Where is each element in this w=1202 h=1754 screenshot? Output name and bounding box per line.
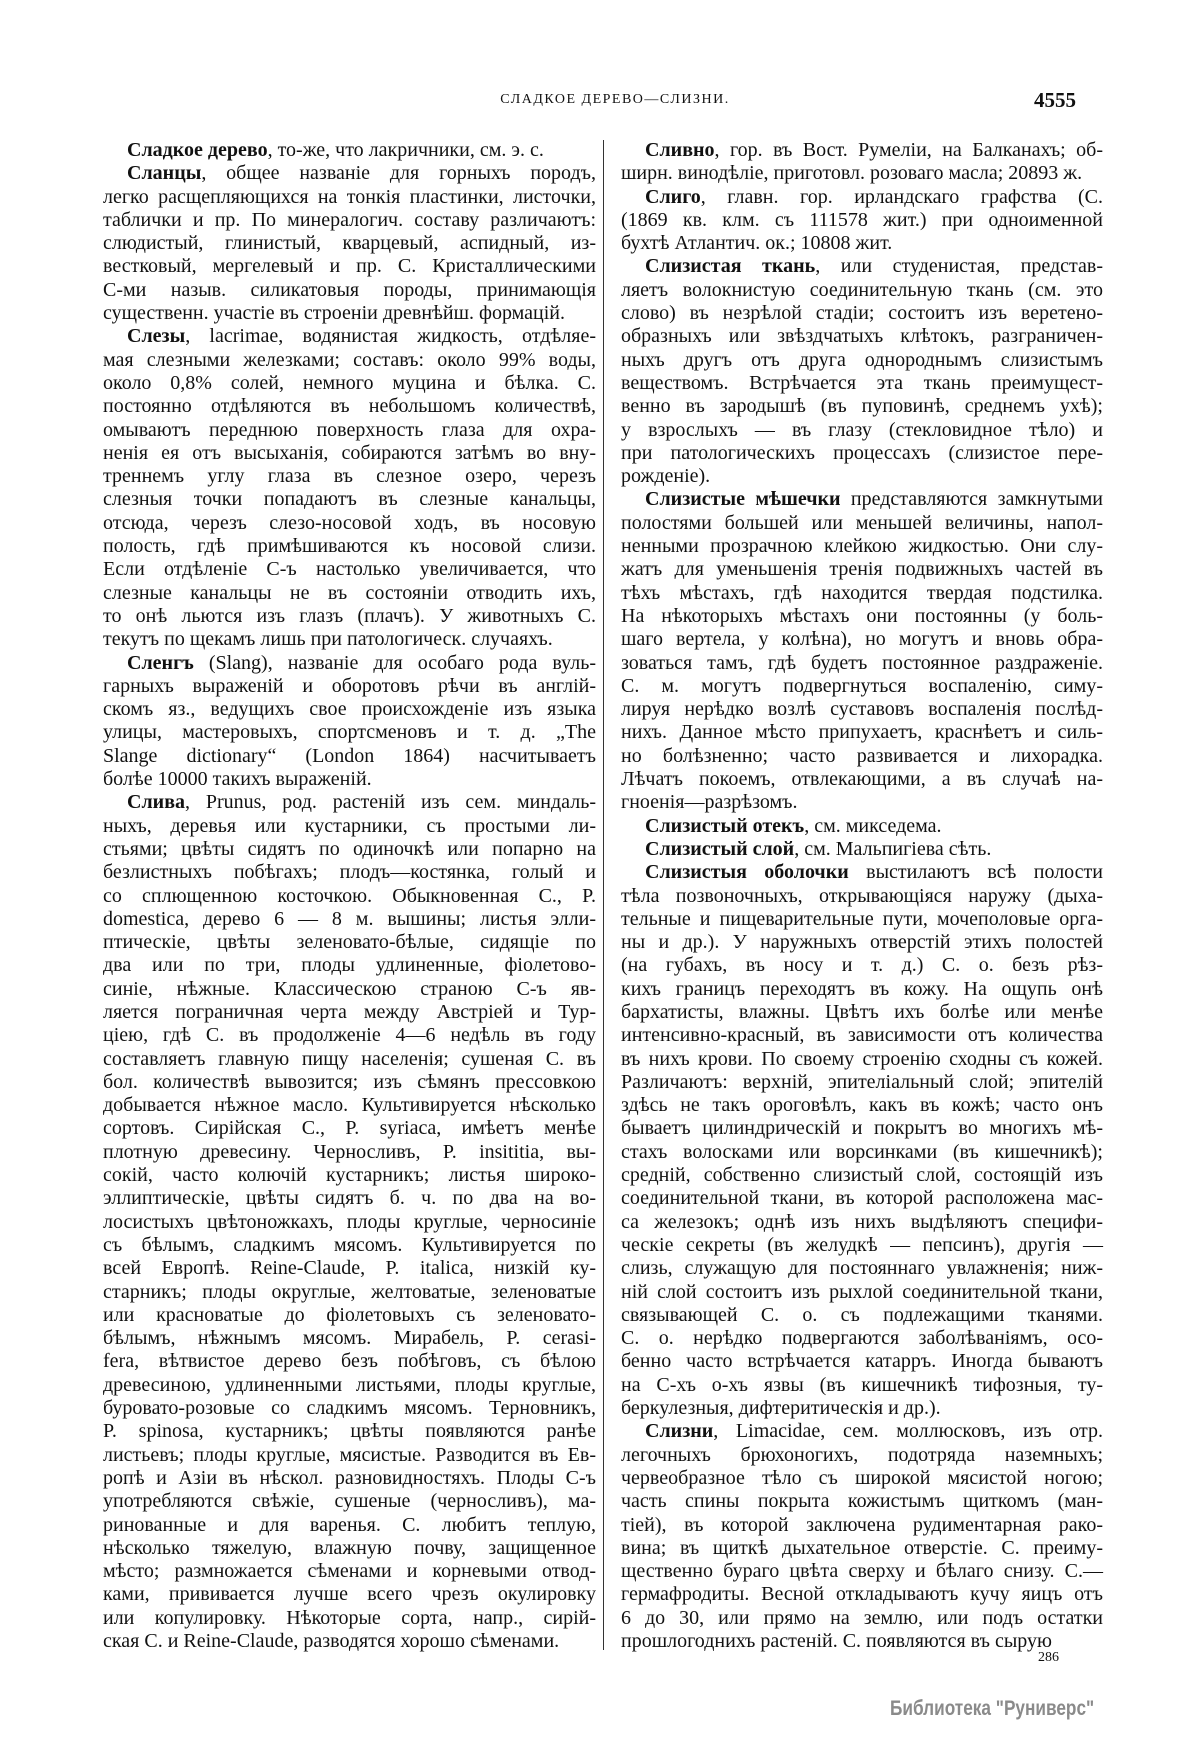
text-line	[621, 1374, 1103, 1397]
entry-text: текутъ по щекамъ лишь при патологическ. случаяхъ.	[103, 628, 553, 651]
text-line	[621, 1048, 1103, 1071]
entry-text: или красноватые до фіолетовыхъ съ зеленовато-	[103, 1303, 596, 1326]
entry-text: ляетъ волокнистую соединительную ткань (см. это	[621, 278, 1103, 301]
entry-text: , то-же, что лакричники, см. э. с.	[267, 139, 544, 161]
text-line	[103, 1187, 596, 1210]
text-line	[621, 1117, 1103, 1140]
text-line	[621, 1327, 1103, 1350]
dictionary-entry	[621, 815, 1103, 838]
text-line	[103, 1560, 596, 1583]
text-line	[621, 535, 1103, 558]
text-line	[621, 1164, 1103, 1187]
text-line	[621, 908, 1103, 931]
text-line	[103, 1327, 596, 1350]
entry-text: листьевъ; плоды круглые, мясистые. Разводится въ Ев-	[103, 1443, 596, 1466]
entry-headword: Сливно	[645, 139, 715, 161]
entry-text: таблички и пр. По минералогич. составу различаютъ:	[103, 208, 596, 231]
text-line	[103, 791, 596, 814]
right-column	[621, 139, 1103, 1653]
entry-text: венно въ зародышѣ (въ пуповинѣ, среднемъ ухѣ);	[621, 395, 1103, 418]
text-line	[103, 232, 596, 255]
entry-text: шаго вертела, у колѣна), но могутъ и вновь обра-	[621, 628, 1103, 651]
text-line	[103, 1583, 596, 1606]
dictionary-entry	[621, 1420, 1103, 1653]
entry-text: слезныя точки попадаютъ въ слезные канальцы,	[103, 488, 596, 511]
dictionary-entry	[103, 162, 596, 325]
dictionary-entry	[621, 488, 1103, 814]
library-watermark: Библиотека "Руниверс"	[890, 1697, 1095, 1720]
text-line	[621, 1350, 1103, 1373]
entry-text: мѣсто; размножается сѣменами и корневыми отвод-	[103, 1560, 596, 1583]
entry-text: но болѣзненно; часто развивается и лихорадка.	[621, 744, 1103, 767]
entry-text: ціею, гдѣ С. въ продолженіе 4—6 недѣль въ году	[103, 1024, 596, 1047]
text-line	[103, 255, 596, 278]
entry-text: сокій, часто колючій кустарникъ; листья широко-	[103, 1164, 596, 1187]
entry-text: мая слезными железками; составъ: около 99% воды,	[103, 348, 596, 371]
entry-text: древесиною, удлиненными листьями, плоды круглые,	[103, 1373, 596, 1396]
entry-text: употребляются свѣжіе, сушеные (черносливъ), ма-	[103, 1490, 596, 1513]
entry-text: Slange dictionary“ (London 1864) насчитываетъ	[103, 744, 596, 767]
text-line	[103, 582, 596, 605]
entry-text: со сплющенною косточкою. Обыкновенная С., P.	[103, 884, 596, 907]
text-line	[621, 652, 1103, 675]
text-line	[621, 162, 1103, 185]
text-line	[103, 1141, 596, 1164]
text-line	[103, 954, 596, 977]
entry-text: на С-хъ о-хъ язвы (въ кишечникѣ тифозныя, ту-	[621, 1373, 1103, 1396]
entry-text: С-ми назыв. силикатовыя породы, принимающія	[103, 278, 596, 301]
text-line	[621, 1024, 1103, 1047]
entry-text: нихъ. Данное мѣсто припухаетъ, краснѣетъ и силь-	[621, 721, 1103, 744]
text-line	[103, 931, 596, 954]
text-line	[103, 139, 596, 162]
entry-text: С. м. могутъ подвергнуться воспаленію, симу-	[621, 674, 1103, 697]
text-line	[621, 1234, 1103, 1257]
entry-text: зоваться тамъ, гдѣ будетъ постоянное раздраженіе.	[621, 651, 1103, 674]
text-line	[621, 1420, 1103, 1443]
entry-text: щественно бураго цвѣта сверху и бѣлаго снизу. С.—	[621, 1560, 1103, 1583]
entry-headword: Сланцы	[127, 162, 202, 185]
printer-signature: 286	[1038, 1650, 1059, 1665]
entry-text: гноенія—разрѣзомъ.	[621, 791, 798, 814]
text-line	[621, 582, 1103, 605]
entry-text: слово) въ незрѣлой стадіи; состоитъ изъ веретено-	[621, 302, 1103, 325]
entry-text: стахъ волосками или ворсинками (въ кишечникѣ);	[621, 1140, 1103, 1163]
dictionary-entry	[103, 139, 596, 162]
text-line	[103, 1397, 596, 1420]
dictionary-entry	[621, 861, 1103, 1420]
text-line	[103, 186, 596, 209]
text-line	[103, 488, 596, 511]
entry-text: , Limacidae, сем. моллюсковъ, изъ отр.	[713, 1420, 1103, 1443]
entry-text: , или студенистая, представ-	[815, 255, 1103, 278]
entry-text: (1869 кв. клм. съ 111578 жит.) при одноименной	[621, 208, 1103, 231]
entry-text: ская С. и Reine-Claude, разводятся хорошо сѣменами.	[103, 1630, 560, 1652]
entry-text: 6 до 30, или прямо на землю, или подъ остатки	[621, 1606, 1103, 1629]
entry-text: стьями; цвѣты сидятъ по одиночкѣ или попарно на	[103, 837, 596, 860]
entry-text: беркулезныя, дифтеритическія и др.).	[621, 1397, 941, 1420]
entry-text: тельные и пищеварительные пути, мочеполовые орга-	[621, 907, 1103, 930]
entry-text: полостями большей или меньшей величины, напол-	[621, 511, 1103, 534]
text-line	[103, 1514, 596, 1537]
entry-text: , общее названіе для горныхъ породъ,	[201, 162, 596, 185]
entry-text: тіей), въ которой заключена рудиментарная рако-	[621, 1513, 1103, 1536]
entry-text: легочныхъ брюхоногихъ, подотряда наземныхъ;	[621, 1443, 1103, 1466]
entry-text: буровато-розовые со сладкимъ мясомъ. Терновникъ,	[103, 1397, 596, 1420]
text-line	[103, 1607, 596, 1630]
entry-headword: Слива	[127, 791, 185, 814]
entry-text: Если отдѣленіе С-ъ настолько увеличивается, что	[103, 558, 596, 581]
text-line	[621, 1001, 1103, 1024]
entry-text: ныхъ, деревья или кустарники, съ простыми ли-	[103, 814, 596, 837]
entry-text: веществомъ. Встрѣчается эта ткань преимущест-	[621, 371, 1103, 394]
dictionary-entry	[621, 255, 1103, 488]
text-line	[103, 1374, 596, 1397]
text-line	[103, 372, 596, 395]
entry-text: полость, гдѣ примѣшиваются къ носовой слизи.	[103, 535, 596, 558]
text-line	[103, 512, 596, 535]
entry-text: ненія ея отъ высыханія, собираются затѣмъ во вну-	[103, 441, 596, 464]
text-line	[103, 768, 596, 791]
entry-text: На нѣкоторыхъ мѣстахъ они постоянны (у боль-	[621, 604, 1103, 627]
entry-text: са железокъ; однѣ изъ нихъ выдѣляютъ специфи-	[621, 1210, 1103, 1233]
entry-text: ныхъ другъ отъ друга однороднымъ слизистымъ	[621, 348, 1103, 371]
entry-text: два или по три, плоды удлиненные, фіолетово-	[103, 954, 596, 977]
text-line	[621, 1514, 1103, 1537]
text-line	[621, 279, 1103, 302]
entry-text: слезные канальцы не въ состояніи отводить ихъ,	[103, 581, 596, 604]
entry-headword: Слизистая ткань	[645, 255, 816, 278]
entry-headword: Слизистые мѣшечки	[645, 488, 841, 511]
text-line	[621, 395, 1103, 418]
text-line	[103, 1117, 596, 1140]
entry-text: Различаютъ: верхній, эпителіальный слой; эпителій	[621, 1070, 1103, 1093]
text-line	[621, 745, 1103, 768]
entry-text: бѣлымъ, нѣжнымъ мясомъ. Мирабель, P. cerasi-	[103, 1327, 596, 1350]
text-line	[621, 1444, 1103, 1467]
entry-text: P. spinosa, кустарникъ; цвѣты появляются ранѣе	[103, 1420, 596, 1443]
text-line	[103, 1537, 596, 1560]
text-line	[103, 885, 596, 908]
entry-text: добывается нѣжное масло. Культивируется нѣсколько	[103, 1094, 596, 1117]
text-line	[103, 745, 596, 768]
text-line	[621, 1490, 1103, 1513]
entry-headword: Слиго	[645, 185, 701, 208]
entry-text: вестковый, мергелевый и пр. С. Кристаллическими	[103, 255, 596, 278]
text-line	[103, 1281, 596, 1304]
entry-text: бенно часто встрѣчается катарръ. Иногда бываютъ	[621, 1350, 1103, 1373]
text-line	[621, 558, 1103, 581]
entry-text: гермафродиты. Весной откладываютъ кучу яицъ отъ	[621, 1583, 1103, 1606]
text-line	[103, 1211, 596, 1234]
entry-text: соединительной ткани, въ которой расположена мас-	[621, 1187, 1103, 1210]
text-line	[621, 349, 1103, 372]
text-line	[103, 302, 596, 325]
entry-text: омываютъ переднюю поверхность глаза для охра-	[103, 418, 596, 441]
entry-text: бол. количествѣ вывозится; изъ сѣмянъ прессовкою	[103, 1070, 596, 1093]
entry-text: выстилаютъ всѣ полости	[848, 861, 1103, 884]
left-column	[103, 139, 596, 1653]
text-line	[103, 1001, 596, 1024]
text-line	[621, 325, 1103, 348]
dictionary-entry	[103, 325, 596, 651]
text-line	[103, 1071, 596, 1094]
text-line	[103, 465, 596, 488]
text-line	[621, 1630, 1103, 1653]
entry-text: , см. микседема.	[804, 814, 942, 837]
entry-text: болѣе 10000 такихъ выраженій.	[103, 768, 372, 791]
text-line	[621, 1071, 1103, 1094]
entry-headword: Сленгъ	[127, 651, 194, 674]
entry-headword: Слизни	[645, 1420, 714, 1443]
entry-text: легко расщепляющихся на тонкія пластинки, листочки,	[103, 185, 596, 208]
text-line	[621, 675, 1103, 698]
text-line	[621, 419, 1103, 442]
entry-text: постоянно отдѣляются въ небольшомъ количествѣ,	[103, 395, 596, 418]
text-line	[621, 1281, 1103, 1304]
entry-text: съ бѣлымъ, сладкимъ мясомъ. Культивируется по	[103, 1233, 596, 1256]
entry-text: скомъ яз., ведущихъ свое происхожденіе изъ языка	[103, 698, 596, 721]
entry-text: червеобразное тѣло съ широкой мясистой ногою;	[621, 1466, 1103, 1489]
dictionary-entry	[103, 652, 596, 792]
entry-text: или копулировку. Нѣкоторые сорта, напр., сирій-	[103, 1606, 596, 1629]
entry-text: domestica, дерево 6 — 8 м. вышины; листья элли-	[103, 907, 596, 930]
entry-text: тѣхъ мѣстахъ, гдѣ находится твердая подстилка.	[621, 581, 1103, 604]
text-line	[621, 815, 1103, 838]
text-line	[621, 1583, 1103, 1606]
entry-text: эллиптическіе, цвѣты сидятъ б. ч. по два на во-	[103, 1187, 596, 1210]
text-line	[621, 791, 1103, 814]
entry-text: ны и др.). У наружныхъ отверстій этихъ полостей	[621, 931, 1103, 954]
entry-text: безлистныхъ побѣгахъ; плодъ—костянка, голый и	[103, 861, 596, 884]
text-line	[621, 139, 1103, 162]
text-line	[103, 1630, 596, 1653]
text-line	[103, 1048, 596, 1071]
entry-headword: Сладкое дерево	[127, 139, 268, 161]
text-line	[103, 628, 596, 651]
entry-text: интенсивно-красный, въ зависимости отъ количества	[621, 1024, 1103, 1047]
text-line	[103, 1164, 596, 1187]
column-divider	[603, 140, 604, 1650]
entry-text: то онѣ льются изъ глазъ (плачъ). У животныхъ С.	[103, 604, 596, 627]
text-line	[103, 162, 596, 185]
entry-text: кихъ границъ переходятъ въ кожу. На ощупь онѣ	[621, 977, 1103, 1000]
text-line	[621, 255, 1103, 278]
entry-text: образныхъ или звѣздчатыхъ клѣтокъ, разграничен-	[621, 325, 1103, 348]
entry-text: С. о. нерѣдко подвергаются заболѣваніямъ, осо-	[621, 1327, 1103, 1350]
entry-text: (Slang), названіе для особаго рода вуль-	[193, 651, 596, 674]
text-line	[103, 721, 596, 744]
entry-text: сортовъ. Сирійская С., P. syriaca, имѣетъ менѣе	[103, 1117, 596, 1140]
dictionary-entry	[621, 139, 1103, 186]
text-line	[103, 558, 596, 581]
entry-text: ринованные и для варенья. С. любитъ теплую,	[103, 1513, 596, 1536]
entry-text: представляются замкнутыми	[840, 488, 1103, 511]
text-line	[103, 652, 596, 675]
dictionary-entry	[103, 791, 596, 1653]
dictionary-entry	[621, 838, 1103, 861]
entry-text: составляетъ главную пищу населенія; сушеная С. въ	[103, 1047, 596, 1070]
text-line	[621, 1141, 1103, 1164]
text-line	[103, 1234, 596, 1257]
entry-text: отсюда, черезъ слезо-носовой ходъ, въ носовую	[103, 511, 596, 534]
entry-text: лируя нерѣдко возлѣ суставовъ воспаленія послѣд-	[621, 698, 1103, 721]
entry-text: бухтѣ Атлантич. ок.; 10808 жит.	[621, 232, 893, 255]
entry-text: Лѣчатъ покоемъ, отвлекающими, а въ случаѣ на-	[621, 768, 1103, 791]
text-line	[621, 186, 1103, 209]
entry-text: , Prunus, род. растеній изъ сем. миндаль-	[185, 791, 596, 814]
text-line	[103, 1467, 596, 1490]
page-number: 4555	[1034, 88, 1076, 112]
text-line	[621, 442, 1103, 465]
entry-text: старникъ; плоды округлые, желтоватые, зеленоватые	[103, 1280, 596, 1303]
text-line	[621, 698, 1103, 721]
text-line	[621, 1187, 1103, 1210]
text-line	[621, 465, 1103, 488]
text-line	[103, 442, 596, 465]
text-line	[103, 1350, 596, 1373]
entry-text: ляется пограничная черта между Австріей и Тур-	[103, 1000, 596, 1023]
entry-text: всей Европѣ. Reine-Claude, P. italica, низкій ку-	[103, 1257, 596, 1280]
entry-headword: Слизистый слой	[645, 837, 795, 860]
entry-text: средній, собственно слизистый слой, состоящій изъ	[621, 1164, 1103, 1187]
entry-text: нѣсколько тяжелую, влажную почву, защищенное	[103, 1536, 596, 1559]
text-line	[621, 1211, 1103, 1234]
text-line	[621, 488, 1103, 511]
text-line	[621, 1560, 1103, 1583]
text-line	[103, 838, 596, 861]
text-line	[103, 978, 596, 1001]
text-line	[103, 675, 596, 698]
text-line	[103, 815, 596, 838]
entry-text: часть спины покрыта кожистымъ щиткомъ (ман-	[621, 1490, 1103, 1513]
text-line	[103, 1094, 596, 1117]
entry-text: , гор. въ Вост. Румеліи, на Балканахъ; об-	[714, 139, 1103, 161]
entry-text: синіе, нѣжные. Классическою страною С-ъ яв-	[103, 977, 596, 1000]
entry-text: (на губахъ, въ носу и т. д.) С. о. безъ рѣз-	[621, 954, 1103, 977]
entry-headword: Слизистыя оболочки	[645, 861, 849, 884]
entry-text: ширн. винодѣліе, приготовл. розоваго масла; 20893 ж.	[621, 162, 1083, 185]
text-line	[103, 1257, 596, 1280]
entry-text: около 0,8% солей, немного муцина и бѣлка. С.	[103, 371, 596, 394]
text-line	[621, 302, 1103, 325]
entry-headword: Слизистый отекъ	[645, 814, 805, 837]
text-line	[103, 395, 596, 418]
entry-text: существенн. участіе въ строеніи древнѣйш. формацій.	[103, 302, 566, 325]
entry-text: тѣла позвоночныхъ, открывающіяся наружу (дыха-	[621, 884, 1103, 907]
text-line	[103, 419, 596, 442]
entry-text: рожденіе).	[621, 465, 711, 488]
text-line	[103, 1444, 596, 1467]
text-line	[621, 1537, 1103, 1560]
entry-text: бархатисты, влажны. Цвѣтъ ихъ болѣе или менѣе	[621, 1000, 1103, 1023]
text-line	[621, 209, 1103, 232]
entry-text: прошлогоднихъ растеній. С. появляются въ сырую	[621, 1630, 1052, 1652]
entry-text: ческіе секреты (въ желудкѣ — пепсинъ), другія —	[621, 1233, 1103, 1256]
text-line	[621, 838, 1103, 861]
entry-text: улицы, мастеровыхъ, спортсменовъ и т. д. „The	[103, 721, 596, 744]
text-line	[103, 209, 596, 232]
text-line	[103, 325, 596, 348]
text-line	[621, 978, 1103, 1001]
text-line	[621, 1467, 1103, 1490]
entry-text: треннемъ углу глаза въ слезное озеро, черезъ	[103, 465, 596, 488]
text-line	[621, 605, 1103, 628]
text-line	[103, 535, 596, 558]
text-line	[621, 512, 1103, 535]
text-line	[621, 885, 1103, 908]
text-line	[621, 1257, 1103, 1280]
text-line	[621, 954, 1103, 977]
text-line	[103, 908, 596, 931]
entry-text: въ нихъ крови. По своему строенію сходны съ кожей.	[621, 1047, 1103, 1070]
text-line	[103, 349, 596, 372]
text-line	[103, 279, 596, 302]
entry-text: вина; въ щиткѣ дыхательное отверстіе. С. преиму-	[621, 1536, 1103, 1559]
text-line	[621, 931, 1103, 954]
entry-text: здѣсь не такъ ороговѣлъ, какъ въ кожѣ; часто онъ	[621, 1094, 1103, 1117]
entry-text: гарныхъ выраженій и оборотовъ рѣчи въ англій-	[103, 674, 596, 697]
entry-text: плотную древесину. Черносливъ, P. insititia, вы-	[103, 1140, 596, 1163]
entry-text: ками, прививается лучше всего чрезъ окулировку	[103, 1583, 596, 1606]
text-line	[621, 721, 1103, 744]
text-line	[621, 1607, 1103, 1630]
text-line	[621, 1094, 1103, 1117]
entry-text: , см. Мальпигіева сѣть.	[794, 837, 992, 860]
entry-text: при патологическихъ процессахъ (слизистое пере-	[621, 441, 1103, 464]
entry-text: у взрослыхъ — въ глазу (стекловидное тѣло) и	[621, 418, 1103, 441]
entry-text: жатъ для уменьшенія тренія подвижныхъ частей въ	[621, 558, 1103, 581]
entry-text: ній слой состоитъ изъ рыхлой соединительной ткани,	[621, 1280, 1103, 1303]
entry-text: лосистыхъ цвѣтоножкахъ, плоды круглые, черносиніе	[103, 1210, 596, 1233]
text-line	[621, 768, 1103, 791]
entry-text: слюдистый, глинистый, кварцевый, аспидный, из-	[103, 232, 596, 255]
entry-text: связывающей С. о. съ подлежащими тканями.	[621, 1303, 1103, 1326]
entry-text: ненными прозрачною клейкою жидкостью. Они слу-	[621, 535, 1103, 558]
entry-text: ропѣ и Азіи въ нѣскол. разновидностяхъ. Плоды С-ъ	[103, 1466, 596, 1489]
text-line	[621, 861, 1103, 884]
entry-headword: Слезы	[127, 325, 186, 348]
text-line	[621, 1397, 1103, 1420]
entry-text: бываетъ цилиндрическій и покрытъ во многихъ мѣ-	[621, 1117, 1103, 1140]
dictionary-entry	[621, 186, 1103, 256]
text-line	[103, 1024, 596, 1047]
text-line	[103, 1490, 596, 1513]
text-line	[621, 232, 1103, 255]
text-line	[103, 698, 596, 721]
text-line	[103, 1304, 596, 1327]
text-line	[103, 1420, 596, 1443]
entry-text: слизь, служащую для постояннаго увлажненія; ниж-	[621, 1257, 1103, 1280]
text-line	[621, 372, 1103, 395]
entry-text: птическіе, цвѣты зеленовато-бѣлые, сидящіе по	[103, 931, 596, 954]
text-line	[103, 861, 596, 884]
text-line	[621, 628, 1103, 651]
entry-text: fera, вѣтвистое дерево безъ побѣговъ, съ бѣлою	[103, 1350, 596, 1373]
text-line	[621, 1304, 1103, 1327]
text-line	[103, 605, 596, 628]
running-head: СЛАДКОЕ ДЕРЕВО—СЛИЗНИ.	[500, 92, 730, 107]
entry-text: , главн. гор. ирландскаго графства (С.	[700, 185, 1103, 208]
entry-text: , lacrimae, водянистая жидкость, отдѣляе-	[185, 325, 596, 348]
